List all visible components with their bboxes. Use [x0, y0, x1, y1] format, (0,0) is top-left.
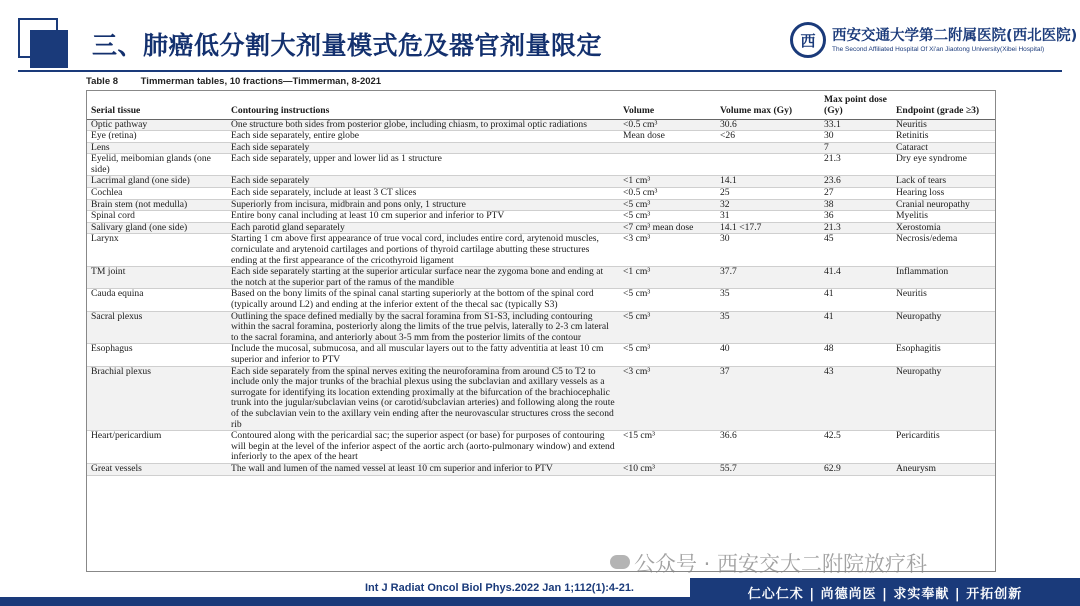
header-square-solid: [30, 30, 68, 68]
cell-contouring: Each side separately: [231, 141, 310, 153]
cell-tissue: Heart/pericardium: [91, 430, 162, 442]
table-row: [87, 131, 995, 143]
cell-max-point-dose: 62.9: [824, 462, 841, 474]
table-row: [87, 142, 995, 154]
table-title: Timmerman tables, 10 fractions—Timmerman, 8-2021: [140, 76, 382, 87]
cell-max-point-dose: 27: [824, 187, 834, 199]
cell-tissue: Salivary gland (one side): [91, 221, 188, 233]
col-header-endpoint: Endpoint (grade ≥3): [892, 91, 995, 119]
cell-max-point-dose: 21.3: [824, 153, 841, 165]
cell-contouring: Based on the bony limits of the spinal canal starting superiorly at the bottom of the spinal cord (typically around L2) and ending at the inferior extent of the thecal sac (typically S3): [231, 288, 594, 310]
cell-volume: <7 cm³ mean dose: [623, 221, 694, 233]
cell-volume: <5 cm³: [623, 288, 651, 300]
cell-contouring: Each parotid gland separately: [231, 221, 345, 233]
table-row: [87, 119, 995, 131]
cell-max-point-dose: 30: [824, 130, 834, 142]
cell-endpoint: Esophagitis: [896, 343, 941, 355]
cell-max-point-dose: 45: [824, 233, 834, 245]
cell-contouring: The wall and lumen of the named vessel at least 10 cm superior and inferior to PTV: [231, 462, 553, 474]
cell-tissue: Esophagus: [91, 343, 133, 355]
col-header-contouring: Contouring instructions: [227, 91, 619, 119]
cell-volume: [619, 142, 716, 154]
cell-contouring: Outlining the space defined medially by the sacral foramina from S1-S3, including contouring within the sacral foramina, posteriorly along the limits of the true pelvis, laterally to 2-3 cm lateral to the sacral foramina, and anteriorly about 3-5 mm from the posterior limits of the contour: [231, 310, 609, 343]
cell-volume-max: 35: [720, 310, 730, 322]
cell-endpoint: Dry eye syndrome: [896, 153, 967, 165]
cell-tissue: Eye (retina): [91, 130, 137, 142]
cell-max-point-dose: 42.5: [824, 430, 841, 442]
cell-max-point-dose: 38: [824, 198, 834, 210]
cell-contouring: Each side separately, upper and lower lid as 1 structure: [231, 153, 442, 165]
table-row: [87, 311, 995, 344]
table-row: [87, 176, 995, 188]
cell-volume-max: 40: [720, 343, 730, 355]
cell-volume: <5 cm³: [623, 343, 651, 355]
cell-volume-max: 35: [720, 288, 730, 300]
cell-max-point-dose: 36: [824, 210, 834, 222]
cell-volume-max: [716, 142, 820, 154]
cell-volume: <0.5 cm³: [623, 118, 658, 130]
cell-max-point-dose: 43: [824, 365, 834, 377]
cell-tissue: Spinal cord: [91, 210, 135, 222]
cell-tissue: Cauda equina: [91, 288, 144, 300]
cell-max-point-dose: 7: [824, 141, 829, 153]
table-row: [87, 431, 995, 464]
cell-tissue: Brain stem (not medulla): [91, 198, 188, 210]
watermark: [610, 548, 927, 578]
cell-contouring: Starting 1 cm above first appearance of true vocal cord, includes entire cord, arytenoid muscles, corniculate and arytenoid cartilages and portions of thyroid cartilage abutting these structures ending at the first appearance of the cricothyroid ligament: [231, 233, 599, 266]
table-row: [87, 366, 995, 431]
cell-tissue: Great vessels: [91, 462, 142, 474]
cell-contouring: Each side separately starting at the superior articular surface near the zygoma bone and ending at the notch at the superior part of the ramus of the mandible: [231, 266, 604, 288]
cell-volume-max: 25: [720, 187, 730, 199]
hospital-logo-icon: [790, 22, 826, 58]
cell-max-point-dose: 41.4: [824, 266, 841, 278]
cell-volume-max: 32: [720, 198, 730, 210]
logo-mark: 西: [800, 31, 816, 50]
cell-contouring: Contoured along with the pericardial sac; the superior aspect (or base) for purposes of contouring will begin at the level of the inferior aspect of the aortic arch (aorto-pulmonary window) and extend inferiorly to the apex of the heart: [231, 430, 615, 463]
table-number: Table 8: [86, 76, 119, 87]
slide-title: 三、肺癌低分割大剂量模式危及器官剂量限定: [92, 31, 603, 60]
col-header-max-point-dose: Max point dose (Gy): [820, 91, 892, 119]
cell-volume: <3 cm³: [623, 233, 651, 245]
cell-volume-max: 30.6: [720, 118, 737, 130]
cell-endpoint: Neuritis: [896, 118, 927, 130]
hospital-name: 西安交通大学第二附属医院(西北医院): [832, 28, 1078, 44]
cell-endpoint: Hearing loss: [896, 187, 945, 199]
cell-endpoint: Neuritis: [896, 288, 927, 300]
cell-volume: [619, 154, 716, 176]
cell-endpoint: Retinitis: [896, 130, 929, 142]
cell-max-point-dose: 23.6: [824, 175, 841, 187]
cell-tissue: Eyelid, meibomian glands (one side): [91, 153, 211, 175]
cell-volume: <5 cm³: [623, 210, 651, 222]
header-divider: [18, 70, 1062, 72]
cell-contouring: Each side separately: [231, 175, 310, 187]
cell-volume: Mean dose: [623, 130, 665, 142]
cell-tissue: Lens: [91, 141, 110, 153]
cell-contouring: Superiorly from incisura, midbrain and pons only, 1 structure: [231, 198, 466, 210]
cell-max-point-dose: 33.1: [824, 118, 841, 130]
cell-endpoint: Necrosis/edema: [896, 233, 958, 245]
cell-endpoint: Cranial neuropathy: [896, 198, 970, 210]
cell-max-point-dose: 21.3: [824, 221, 841, 233]
wechat-icon: [610, 555, 630, 569]
cell-tissue: Optic pathway: [91, 118, 148, 130]
cell-volume: <10 cm³: [623, 462, 655, 474]
table-row: [87, 234, 995, 267]
cell-contouring: Each side separately, entire globe: [231, 130, 360, 142]
cell-contouring: Each side separately from the spinal nerves exiting the neuroforamina from around C5 to T2 to include only the major trunks of the brachial plexus using the subclavian and axillary vessels as a surrogate for identifying its location extending proximally at the bifurcation of the brachiocephalic trunk into the jugular/subclavian veins (or carotid/subclavian arteries) and following along the route of the subclavian vein to the axillary vein ending after the neurovascular structures cross the second rib: [231, 365, 615, 430]
table-row: [87, 211, 995, 223]
citation: Int J Radiat Oncol Biol Phys.2022 Jan 1;112(1):4-21.: [365, 582, 634, 594]
cell-volume-max: 30: [720, 233, 730, 245]
cell-tissue: Brachial plexus: [91, 365, 151, 377]
cell-volume-max: <26: [720, 130, 736, 142]
cell-volume-max: 14.1: [720, 175, 737, 187]
table-row: [87, 289, 995, 311]
cell-tissue: TM joint: [91, 266, 126, 278]
table-row: [87, 267, 995, 289]
watermark-text: 公众号 · 西安交大二附院放疗科: [634, 552, 928, 576]
cell-volume: <3 cm³: [623, 365, 651, 377]
cell-volume: <1 cm³: [623, 175, 651, 187]
cell-max-point-dose: 48: [824, 343, 834, 355]
cell-endpoint: Myelitis: [896, 210, 928, 222]
cell-endpoint: Neuropathy: [896, 310, 942, 322]
cell-contouring: Entire bony canal including at least 10 cm superior and inferior to PTV: [231, 210, 505, 222]
table-caption: [86, 76, 381, 87]
cell-endpoint: Pericarditis: [896, 430, 940, 442]
cell-volume-max: 31: [720, 210, 730, 222]
table-body: [87, 119, 995, 475]
cell-endpoint: Aneurysm: [896, 462, 936, 474]
cell-volume: <1 cm³: [623, 266, 651, 278]
cell-max-point-dose: 41: [824, 310, 834, 322]
cell-volume-max: [716, 154, 820, 176]
cell-endpoint: Neuropathy: [896, 365, 942, 377]
cell-volume: <0.5 cm³: [623, 187, 658, 199]
cell-contouring: One structure both sides from posterior globe, including chiasm, to proximal optic radiations: [231, 118, 587, 130]
footer-motto: 仁心仁术 | 尚德尚医 | 求实奉献 | 开拓创新: [690, 578, 1080, 606]
table-row: [87, 199, 995, 211]
col-header-volume-max: Volume max (Gy): [716, 91, 820, 119]
cell-tissue: Larynx: [91, 233, 119, 245]
table-container: [86, 90, 996, 572]
cell-contouring: Each side separately, include at least 3 CT slices: [231, 187, 417, 199]
table-header-row: [87, 91, 995, 119]
cell-tissue: Sacral plexus: [91, 310, 143, 322]
cell-contouring: Include the mucosal, submucosa, and all muscular layers out to the fatty adventitia at least 10 cm superior and inferior to PTV: [231, 343, 604, 365]
table-row: [87, 344, 995, 366]
table-row: [87, 463, 995, 475]
cell-max-point-dose: 41: [824, 288, 834, 300]
footer-bar: [0, 597, 690, 606]
cell-endpoint: Cataract: [896, 141, 928, 153]
hospital-name-en: The Second Affiliated Hospital Of Xi'an Jiaotong University(Xibei Hospital): [832, 46, 1045, 53]
col-header-volume: Volume: [619, 91, 716, 119]
table-row: [87, 188, 995, 200]
cell-volume-max: 36.6: [720, 430, 737, 442]
table-row: [87, 154, 995, 176]
cell-endpoint: Xerostomia: [896, 221, 941, 233]
col-header-tissue: Serial tissue: [87, 91, 227, 119]
cell-volume-max: 37: [720, 365, 730, 377]
cell-endpoint: Inflammation: [896, 266, 949, 278]
dose-limit-table: [87, 91, 995, 476]
cell-volume: <5 cm³: [623, 198, 651, 210]
cell-volume-max: 14.1 <17.7: [720, 221, 762, 233]
cell-volume: <15 cm³: [623, 430, 655, 442]
cell-volume: <5 cm³: [623, 310, 651, 322]
cell-endpoint: Lack of tears: [896, 175, 947, 187]
cell-volume-max: 55.7: [720, 462, 737, 474]
cell-tissue: Cochlea: [91, 187, 123, 199]
table-row: [87, 222, 995, 234]
cell-tissue: Lacrimal gland (one side): [91, 175, 190, 187]
cell-volume-max: 37.7: [720, 266, 737, 278]
